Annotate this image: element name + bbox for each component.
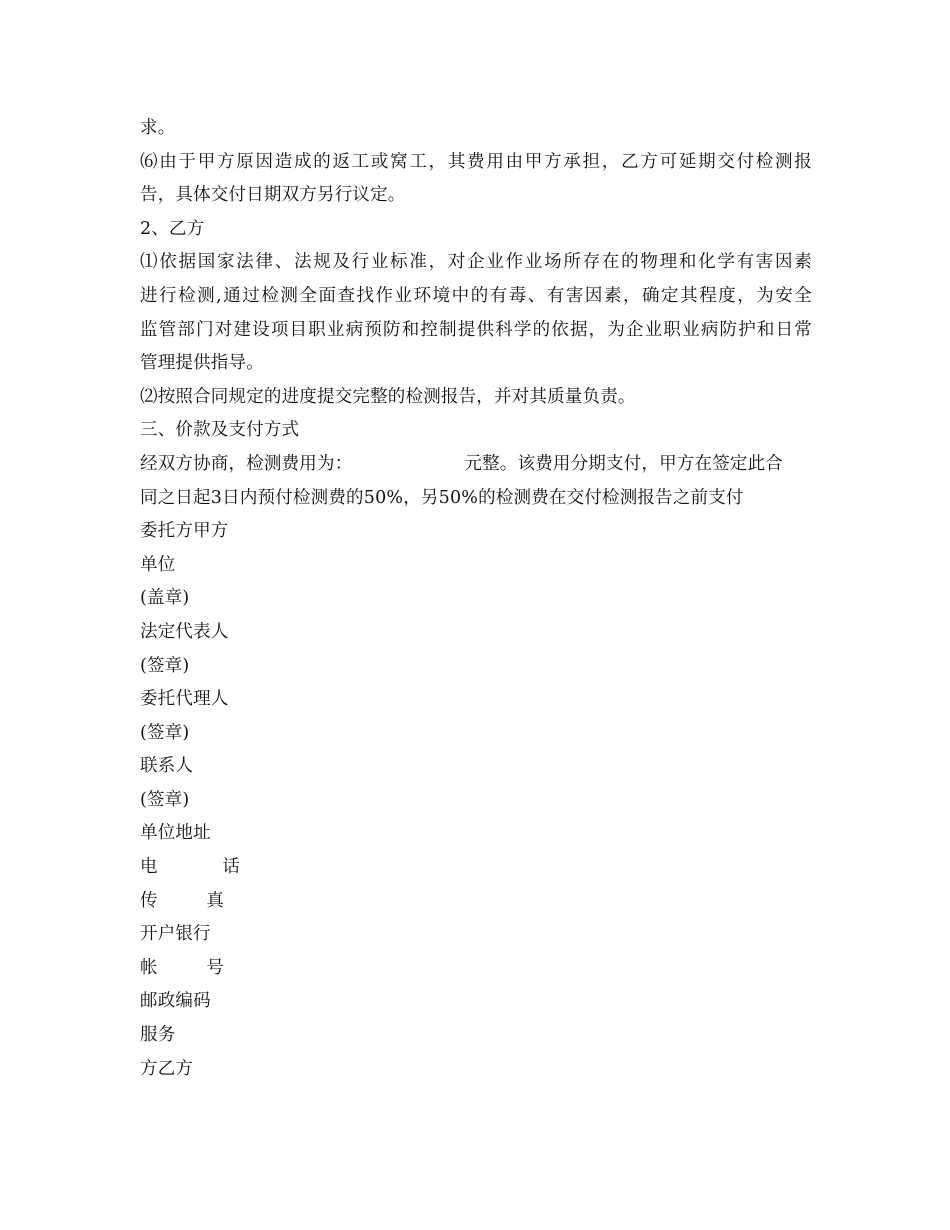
text-line: ⑵按照合同规定的进度提交完整的检测报告，并对其质量负责。 [140, 386, 636, 407]
item-party-b-2 [140, 381, 812, 415]
signature-field: 服务 [140, 1025, 176, 1046]
fax-field [140, 885, 812, 919]
fax-label [140, 885, 224, 919]
signature-field: (签章) [140, 789, 190, 810]
continuation-line [140, 112, 812, 146]
text-line: 管理提供指导。 [140, 353, 264, 374]
item-party-b-1 [140, 246, 812, 380]
signature-field: 联系人 [140, 756, 194, 777]
account-label [140, 952, 224, 986]
signature-field: (签章) [140, 722, 190, 743]
signature-field: 单位地址 [140, 823, 211, 844]
bank-field: 开户银行 [140, 924, 211, 945]
signature-block [140, 515, 812, 1086]
signature-field: 单位 [140, 554, 176, 575]
phone-field [140, 851, 812, 885]
section-heading-party-b [140, 213, 812, 247]
signature-field: 委托方甲方 [140, 521, 229, 542]
fax-char-1: 传 [140, 890, 180, 911]
phone-char-1: 电 [140, 857, 188, 878]
item-party-a-6 [140, 146, 812, 213]
account-char-1: 帐 [140, 957, 180, 978]
payment-paragraph [140, 448, 812, 515]
phone-label [140, 851, 240, 885]
signature-field: 邮政编码 [140, 991, 211, 1012]
text-line: 监管部门对建设项目职业病预防和控制提供科学的依据，为企业职业病防护和日常 [140, 319, 812, 340]
account-field [140, 952, 812, 986]
contract-page [140, 112, 812, 1086]
heading-text: 三、价款及支付方式 [140, 420, 300, 441]
section-heading-payment [140, 414, 812, 448]
text-line [140, 448, 812, 482]
signature-field: (盖章) [140, 588, 190, 609]
signature-field: 法定代表人 [140, 621, 229, 642]
text-line: 告，具体交付日期双方另行议定。 [140, 185, 406, 206]
fax-char-2: 真 [206, 890, 225, 911]
signature-field: (签章) [140, 655, 190, 676]
payment-prefix: 经双方协商，检测费用为： [140, 453, 353, 474]
text-line: ⑹由于甲方原因造成的返工或窝工，其费用由甲方承担，乙方可延期交付检测报 [140, 151, 812, 172]
text-line: 同之日起3日内预付检测费的50%，另50%的检测费在交付检测报告之前支付 [140, 487, 744, 508]
text-line: 进行检测,通过检测全面查找作业环境中的有毒、有害因素，确定其程度，为安全 [140, 285, 812, 306]
payment-suffix: 元整。该费用分期支付，甲方在签定此合 [464, 453, 784, 474]
phone-char-2: 话 [222, 857, 241, 878]
account-char-2: 号 [206, 957, 225, 978]
signature-field: 委托代理人 [140, 689, 229, 710]
heading-text: 2、乙方 [140, 218, 205, 239]
signature-field: 方乙方 [140, 1058, 194, 1079]
text-line: 求。 [140, 118, 176, 138]
text-line: ⑴依据国家法律、法规及行业标准，对企业作业场所存在的物理和化学有害因素 [140, 252, 812, 273]
